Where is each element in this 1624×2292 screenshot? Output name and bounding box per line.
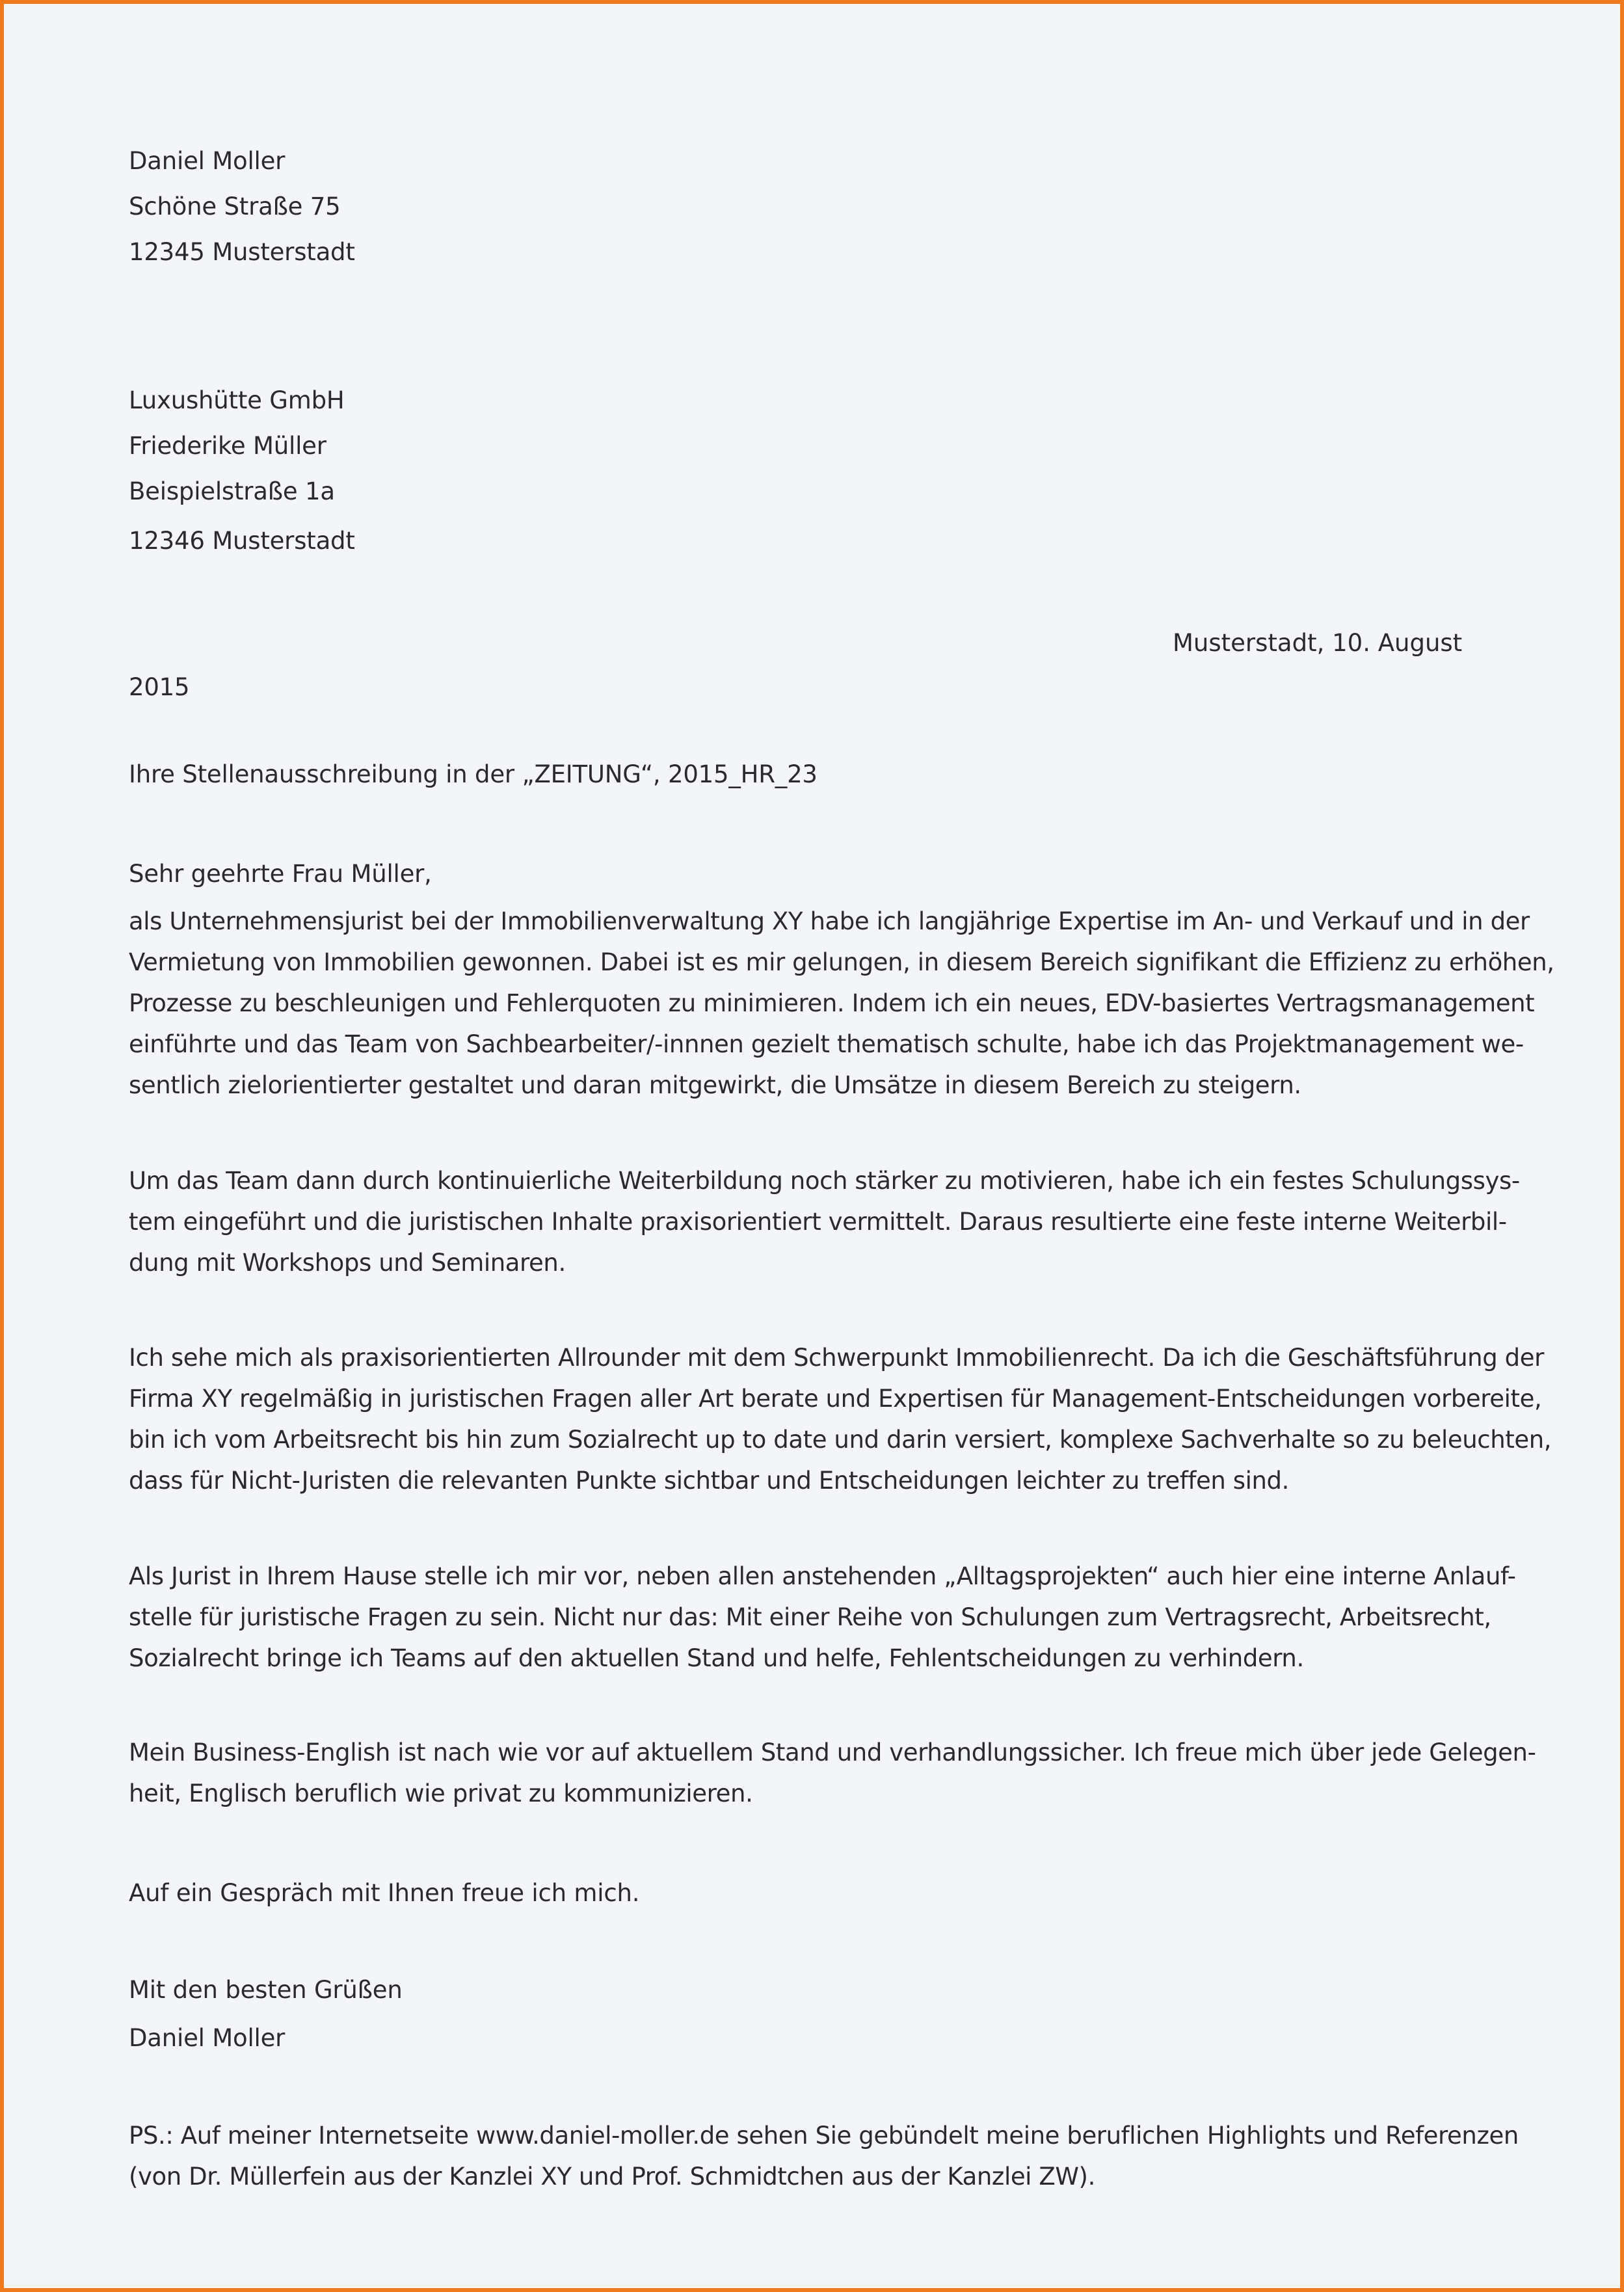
paragraph-line: sentlich zielorientierter gestaltet und daran mitgewirkt, die Umsätze in diesem Bereich zu steigern. <box>129 1071 1301 1099</box>
letter-date-year: 2015 <box>129 673 190 701</box>
recipient-person: Friederike Müller <box>129 432 326 460</box>
letter-date: Musterstadt, 10. August <box>1173 629 1463 657</box>
paragraph-line: tem eingeführt und die juristischen Inhalte praxisorientiert vermittelt. Daraus resultierte eine feste interne Weiterbil- <box>129 1208 1507 1236</box>
paragraph-line: dung mit Workshops und Seminaren. <box>129 1249 566 1277</box>
body-paragraph-2 <box>129 1168 1521 1291</box>
postscript-line: PS.: Auf meiner Internetseite www.daniel-moller.de sehen Sie gebündelt meine beruflichen Highlights und Referenzen <box>129 2122 1519 2150</box>
paragraph-line: Firma XY regelmäßig in juristischen Fragen aller Art berate und Expertisen für Management-Entscheidungen vorbereite, <box>129 1385 1542 1413</box>
paragraph-line: einführte und das Team von Sachbearbeiter/-innnen gezielt thematisch schulte, habe ich das Projektmanagement we- <box>129 1030 1524 1058</box>
recipient-city: 12346 Musterstadt <box>129 527 355 555</box>
salutation: Sehr geehrte Frau Müller, <box>129 860 432 888</box>
paragraph-line: Prozesse zu beschleunigen und Fehlerquoten zu minimieren. Indem ich ein neues, EDV-basiertes Vertragsmanagement <box>129 989 1535 1017</box>
paragraph-line: heit, Englisch beruflich wie privat zu kommunizieren. <box>129 1779 753 1807</box>
paragraph-line: Als Jurist in Ihrem Hause stelle ich mir vor, neben allen anstehenden „Alltagsprojekten“ auch hier eine interne Anlauf- <box>129 1562 1516 1590</box>
sender-street: Schöne Straße 75 <box>129 193 341 220</box>
postscript <box>129 2123 1521 2205</box>
sender-name: Daniel Moller <box>129 147 286 175</box>
paragraph-line: Ich sehe mich als praxisorientierten Allrounder mit dem Schwerpunkt Immobilienrecht. Da ich die Geschäftsführung der <box>129 1344 1544 1372</box>
paragraph-line: Sozialrecht bringe ich Teams auf den aktuellen Stand und helfe, Fehlentscheidungen zu verhindern. <box>129 1644 1304 1672</box>
paragraph-line: dass für Nicht-Juristen die relevanten Punkte sichtbar und Entscheidungen leichter zu treffen sind. <box>129 1467 1290 1495</box>
recipient-company: Luxushütte GmbH <box>129 386 345 414</box>
paragraph-line: Mein Business-English ist nach wie vor auf aktuellem Stand und verhandlungssicher. Ich freue mich über jede Gelegen- <box>129 1739 1536 1766</box>
sender-city: 12345 Musterstadt <box>129 238 355 266</box>
paragraph-line: bin ich vom Arbeitsrecht bis hin zum Sozialrecht up to date und darin versiert, komplexe Sachverhalte so zu beleuchten, <box>129 1426 1552 1454</box>
body-paragraph-5 <box>129 1739 1536 1822</box>
body-paragraph-3 <box>129 1344 1552 1509</box>
paragraph-line: stelle für juristische Fragen zu sein. Nicht nur das: Mit einer Reihe von Schulungen zum Vertragsrecht, Arbeitsrecht, <box>129 1603 1491 1631</box>
recipient-street: Beispielstraße 1a <box>129 477 335 505</box>
paragraph-line: Um das Team dann durch kontinuierliche Weiterbildung noch stärker zu motivieren, habe ich ein festes Schulungssys- <box>129 1167 1520 1195</box>
letter-subject: Ihre Stellenausschreibung in der „ZEITUNG“, 2015_HR_23 <box>129 760 818 788</box>
postscript-line: (von Dr. Müllerfein aus der Kanzlei XY und Prof. Schmidtchen aus der Kanzlei ZW). <box>129 2163 1095 2191</box>
paragraph-line: als Unternehmensjurist bei der Immobilienverwaltung XY habe ich langjährige Expertise im An- und Verkauf und in der <box>129 907 1530 935</box>
signature-name: Daniel Moller <box>129 2024 286 2052</box>
closing-phrase: Mit den besten Grüßen <box>129 1976 403 2004</box>
closing-sentence: Auf ein Gespräch mit Ihnen freue ich mich. <box>129 1879 640 1907</box>
paragraph-line: Vermietung von Immobilien gewonnen. Dabei ist es mir gelungen, in diesem Bereich signifikant die Effizienz zu erhöhen, <box>129 948 1554 976</box>
body-paragraph-1 <box>129 907 1554 1113</box>
body-paragraph-4 <box>129 1564 1521 1686</box>
